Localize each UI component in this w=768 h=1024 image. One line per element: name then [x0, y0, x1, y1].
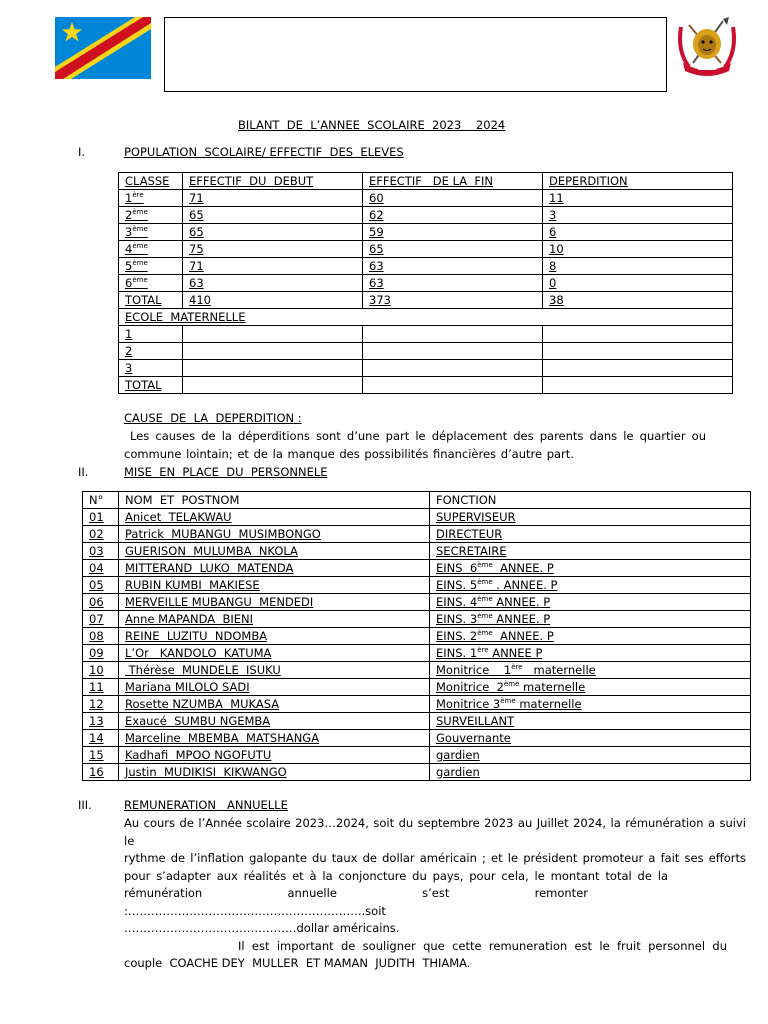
remuneration-text	[124, 815, 746, 973]
cell-total-fin: 373	[363, 292, 543, 309]
cell-number: 15	[83, 747, 119, 764]
cell-total-debut: 410	[183, 292, 363, 309]
table-row	[119, 190, 733, 207]
function-suffix: ème	[477, 595, 493, 604]
col-header-function: FONCTION	[430, 492, 751, 509]
maternelle-label: ECOLE MATERNELLE	[119, 309, 733, 326]
table-row	[119, 224, 733, 241]
cause-line-1: Les causes de la déperditions sont d’une part le déplacement des parents dans le quartier ou	[130, 429, 706, 443]
cell-effectif-debut: 71	[183, 258, 363, 275]
table-row	[83, 696, 751, 713]
function-suffix: ème	[477, 561, 493, 570]
cell-function	[430, 560, 751, 577]
cell-deperdition: 10	[543, 241, 733, 258]
cell-total-deperdition: 38	[543, 292, 733, 309]
cell-number: 13	[83, 713, 119, 730]
col-header-effectif-debut: EFFECTIF DU DEBUT	[183, 173, 363, 190]
table-row	[119, 275, 733, 292]
table-row	[83, 611, 751, 628]
class-number: 6	[125, 276, 133, 290]
cell-effectif-debut: 63	[183, 275, 363, 292]
function-text: EINS 6	[436, 561, 478, 575]
remuneration-line-6: Il est important de souligner que cette remuneration est le fruit personnel du	[238, 938, 727, 953]
cell-name: L’Or KANDOLO KATUMA	[119, 645, 430, 662]
function-text: gardien	[436, 748, 480, 762]
cell-number: 07	[83, 611, 119, 628]
function-text: Monitrice 1	[436, 663, 512, 677]
cell-empty	[363, 360, 543, 377]
table-row	[83, 730, 751, 747]
function-text: Monitrice 2	[436, 680, 504, 694]
cell-number: 05	[83, 577, 119, 594]
table-row	[83, 526, 751, 543]
function-text: Gouvernante	[436, 731, 511, 745]
drc-flag-icon	[55, 17, 151, 79]
table-row	[83, 628, 751, 645]
cell-empty	[363, 326, 543, 343]
class-suffix: ème	[132, 225, 148, 234]
function-text: EINS. 3	[436, 612, 478, 626]
cell-empty	[183, 343, 363, 360]
table-header-row	[119, 173, 733, 190]
function-suffix: ème	[500, 697, 516, 706]
col-header-classe: CLASSE	[119, 173, 183, 190]
function-text: EINS. 2	[436, 629, 478, 643]
student-population-table	[118, 172, 733, 394]
function-text: EINS. 4	[436, 595, 478, 609]
maternelle-label-row	[119, 309, 733, 326]
cell-empty	[183, 360, 363, 377]
cell-function	[430, 543, 751, 560]
cell-classe	[119, 275, 183, 292]
cell-effectif-fin: 62	[363, 207, 543, 224]
maternelle-row	[119, 377, 733, 394]
cell-name: Marceline MBEMBA MATSHANGA	[119, 730, 430, 747]
cell-function	[430, 662, 751, 679]
table-row	[83, 662, 751, 679]
function-text-after: maternelle	[522, 663, 596, 677]
cell-empty	[183, 326, 363, 343]
cell-number: 03	[83, 543, 119, 560]
function-text: EINS. 5	[436, 578, 478, 592]
col-header-name: NOM ET POSTNOM	[119, 492, 430, 509]
class-suffix: ème	[132, 259, 148, 268]
cell-function	[430, 764, 751, 781]
cell-name: Thérèse MUNDELE ISUKU	[119, 662, 430, 679]
cell-name: MERVEILLE MUBANGU MENDEDI	[119, 594, 430, 611]
cell-classe	[119, 224, 183, 241]
col-header-deperdition: DEPERDITION	[543, 173, 733, 190]
maternelle-row	[119, 360, 733, 377]
cell-number: 12	[83, 696, 119, 713]
table-row	[83, 577, 751, 594]
cell-classe	[119, 241, 183, 258]
cell-number: 10	[83, 662, 119, 679]
function-suffix: ème	[477, 629, 493, 638]
cell-classe	[119, 190, 183, 207]
table-header-row	[83, 492, 751, 509]
cell-name: Justin MUDIKISI KIKWANGO	[119, 764, 430, 781]
function-text-after: maternelle	[515, 697, 582, 711]
class-number: 4	[125, 242, 133, 256]
function-text-after: ANNEE. P	[492, 612, 551, 626]
table-row	[83, 713, 751, 730]
cell-deperdition: 11	[543, 190, 733, 207]
class-suffix: ème	[132, 208, 148, 217]
cell-name: Exaucé SUMBU NGEMBA	[119, 713, 430, 730]
table-row	[83, 509, 751, 526]
total-row	[119, 292, 733, 309]
table-row	[83, 679, 751, 696]
cell-function	[430, 730, 751, 747]
cell-number: 16	[83, 764, 119, 781]
cell-number: 14	[83, 730, 119, 747]
cell-deperdition: 3	[543, 207, 733, 224]
table-row	[119, 258, 733, 275]
function-text-after: ANNEE. P	[492, 629, 554, 643]
function-text-after: ANNEE P	[488, 646, 543, 660]
cell-effectif-debut: 65	[183, 224, 363, 241]
cell-name: REINE LUZITU NDOMBA	[119, 628, 430, 645]
remuneration-line-7: couple COACHE DEY MULLER ET MAMAN JUDITH THIAMA.	[124, 956, 471, 970]
cell-name: Patrick MUBANGU MUSIMBONGO	[119, 526, 430, 543]
cell-name: GUERISON MULUMBA NKOLA	[119, 543, 430, 560]
cell-name: RUBIN KUMBI MAKIESE	[119, 577, 430, 594]
function-text: SUPERVISEUR	[436, 510, 516, 524]
cell-maternelle-class: 2	[119, 343, 183, 360]
table-row	[83, 645, 751, 662]
section-3-heading: REMUNERATION ANNUELLE	[124, 798, 288, 812]
cause-text	[124, 428, 706, 463]
col-header-number: N°	[83, 492, 119, 509]
cell-empty	[363, 377, 543, 394]
cell-function	[430, 747, 751, 764]
cell-deperdition: 6	[543, 224, 733, 241]
function-text: SURVEILLANT	[436, 714, 515, 728]
function-text: EINS. 1	[436, 646, 478, 660]
remuneration-line-1: Au cours de l’Année scolaire 2023…2024, soit du septembre 2023 au Juillet 2024, la rémunération a suivi le	[124, 816, 746, 848]
cell-number: 02	[83, 526, 119, 543]
class-suffix: ème	[132, 276, 148, 285]
function-suffix: ème	[477, 612, 493, 621]
cell-empty	[543, 360, 733, 377]
cell-name: Mariana MILOLO SADI	[119, 679, 430, 696]
cell-number: 11	[83, 679, 119, 696]
table-row	[83, 764, 751, 781]
cell-function	[430, 611, 751, 628]
maternelle-row	[119, 326, 733, 343]
class-suffix: ère	[132, 191, 144, 200]
table-row	[83, 747, 751, 764]
cell-number: 04	[83, 560, 119, 577]
cell-function	[430, 713, 751, 730]
col-header-effectif-fin: EFFECTIF DE LA FIN	[363, 173, 543, 190]
cell-function	[430, 645, 751, 662]
cell-deperdition: 8	[543, 258, 733, 275]
cell-name: Rosette NZUMBA MUKASA	[119, 696, 430, 713]
cell-number: 01	[83, 509, 119, 526]
cell-function	[430, 679, 751, 696]
cell-function	[430, 594, 751, 611]
cell-effectif-fin: 63	[363, 258, 543, 275]
cell-name: MITTERAND LUKO MATENDA	[119, 560, 430, 577]
cell-function	[430, 526, 751, 543]
remuneration-line-5: ………………………………………dollar américains.	[124, 921, 400, 935]
cell-maternelle-class: 3	[119, 360, 183, 377]
cell-function	[430, 577, 751, 594]
section-2-number: II.	[78, 465, 89, 479]
cell-effectif-fin: 65	[363, 241, 543, 258]
cell-effectif-debut: 75	[183, 241, 363, 258]
function-text-after: . ANNEE. P	[492, 578, 558, 592]
function-text-after: ANNEE. P	[492, 561, 554, 575]
cell-empty	[363, 343, 543, 360]
cell-empty	[543, 343, 733, 360]
table-row	[83, 594, 751, 611]
cause-heading: CAUSE DE LA DEPERDITION :	[124, 411, 302, 425]
cause-line-2: commune lointain; et de la manque des possibilités financières d’autre part.	[124, 446, 574, 461]
cell-classe	[119, 258, 183, 275]
maternelle-row	[119, 343, 733, 360]
cell-deperdition: 0	[543, 275, 733, 292]
cell-number: 06	[83, 594, 119, 611]
cell-effectif-debut: 71	[183, 190, 363, 207]
remuneration-line-4: rémunération annuelle s’est remonter :……………………………………………………..soit	[124, 886, 588, 918]
table-row	[83, 560, 751, 577]
class-suffix: ème	[132, 242, 148, 251]
table-row	[119, 207, 733, 224]
cell-number: 09	[83, 645, 119, 662]
cell-function	[430, 628, 751, 645]
function-text: SECRETAIRE	[436, 544, 507, 558]
cell-number: 08	[83, 628, 119, 645]
section-1-number: I.	[78, 145, 86, 159]
cell-function	[430, 696, 751, 713]
class-number: 5	[125, 259, 133, 273]
function-suffix: ère	[511, 663, 523, 672]
table-row	[83, 543, 751, 560]
cell-name: Anicet TELAKWAU	[119, 509, 430, 526]
cell-effectif-fin: 63	[363, 275, 543, 292]
cell-name: Anne MAPANDA BIENI	[119, 611, 430, 628]
cell-maternelle-class: 1	[119, 326, 183, 343]
section-2-heading: MISE EN PLACE DU PERSONNELE	[124, 465, 328, 479]
function-text: Monitrice 3	[436, 697, 501, 711]
section-3-number: III.	[78, 798, 92, 812]
function-suffix: ère	[477, 646, 489, 655]
cell-empty	[543, 377, 733, 394]
section-1-heading: POPULATION SCOLAIRE/ EFFECTIF DES ELEVES	[124, 145, 404, 159]
drc-coat-of-arms-icon	[673, 17, 741, 79]
cell-empty	[543, 326, 733, 343]
function-text-after: maternelle	[519, 680, 586, 694]
function-text: gardien	[436, 765, 480, 779]
remuneration-line-3: pour s’adapter aux réalités et à la conjoncture du pays, pour cela, le montant total de la	[124, 868, 668, 883]
class-number: 2	[125, 208, 133, 222]
cell-effectif-fin: 60	[363, 190, 543, 207]
document-title: BILANT DE L’ANNEE SCOLAIRE 2023 2024	[238, 118, 506, 132]
table-row	[119, 241, 733, 258]
header-blank-box	[164, 17, 667, 92]
cell-name: Kadhafi MPOO NGOFUTU	[119, 747, 430, 764]
cell-total-label: TOTAL	[119, 292, 183, 309]
remuneration-line-2: rythme de l’inflation galopante du taux de dollar américain ; et le président promoteur a fait ses efforts	[124, 851, 746, 865]
function-text-after: ANNEE. P	[492, 595, 551, 609]
cell-empty	[183, 377, 363, 394]
staff-table	[82, 491, 751, 781]
cell-effectif-debut: 65	[183, 207, 363, 224]
class-number: 3	[125, 225, 133, 239]
cell-function	[430, 509, 751, 526]
cell-effectif-fin: 59	[363, 224, 543, 241]
cell-maternelle-class: TOTAL	[119, 377, 183, 394]
function-suffix: ème	[477, 578, 493, 587]
cell-classe	[119, 207, 183, 224]
function-text: DIRECTEUR	[436, 527, 503, 541]
function-suffix: ème	[503, 680, 520, 689]
class-number: 1	[125, 191, 133, 205]
